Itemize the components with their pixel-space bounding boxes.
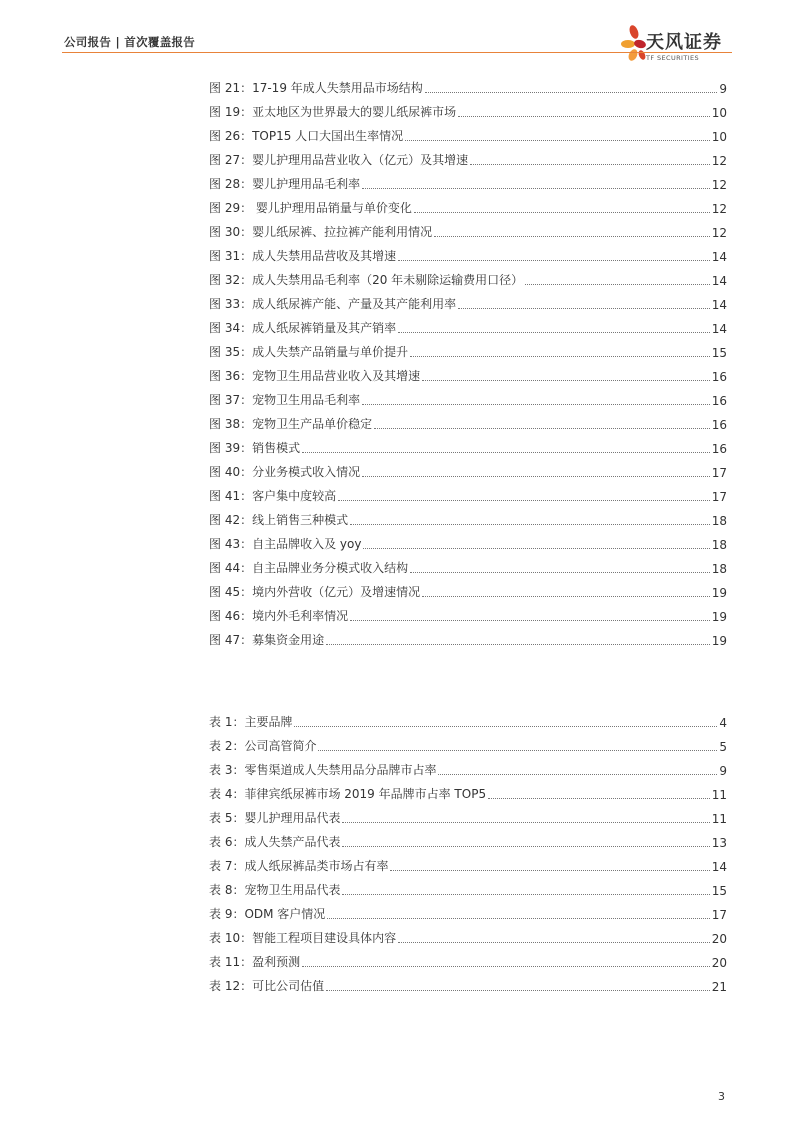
figure-entry[interactable] bbox=[209, 120, 727, 144]
figure-index-list bbox=[209, 72, 727, 648]
figure-entry-label: 图 31：成人失禁用品营收及其增速 bbox=[209, 249, 397, 263]
figure-entry[interactable] bbox=[209, 576, 727, 600]
figure-entry[interactable] bbox=[209, 552, 727, 576]
figure-entry[interactable] bbox=[209, 624, 727, 648]
table-entry[interactable] bbox=[209, 898, 727, 922]
dot-leader bbox=[434, 236, 710, 237]
dot-leader bbox=[488, 798, 710, 799]
dot-leader bbox=[405, 140, 710, 141]
table-entry-label: 表 7：成人纸尿裤品类市场占有率 bbox=[209, 859, 389, 873]
figure-entry[interactable] bbox=[209, 456, 727, 480]
table-entry[interactable] bbox=[209, 946, 727, 970]
figure-entry-label: 图 36：宠物卫生用品营业收入及其增速 bbox=[209, 369, 421, 383]
figure-entry-label: 图 47：募集资金用途 bbox=[209, 633, 325, 647]
dot-leader bbox=[342, 894, 709, 895]
figure-entry-page: 10 bbox=[711, 130, 727, 144]
figure-entry-page: 10 bbox=[711, 106, 727, 120]
dot-leader bbox=[390, 870, 709, 871]
dot-leader bbox=[458, 116, 710, 117]
dot-leader bbox=[350, 620, 710, 621]
header-divider bbox=[62, 52, 732, 53]
dot-leader bbox=[438, 774, 717, 775]
figure-entry[interactable] bbox=[209, 216, 727, 240]
dot-leader bbox=[326, 990, 710, 991]
dot-leader bbox=[342, 822, 709, 823]
figure-entry-label: 图 27：婴儿护理用品营业收入（亿元）及其增速 bbox=[209, 153, 469, 167]
dot-leader bbox=[362, 404, 710, 405]
figure-entry-label: 图 30：婴儿纸尿裤、拉拉裤产能利用情况 bbox=[209, 225, 433, 239]
figure-entry-page: 12 bbox=[711, 226, 727, 240]
figure-entry[interactable] bbox=[209, 72, 727, 96]
dot-leader bbox=[398, 332, 710, 333]
figure-entry-page: 16 bbox=[711, 418, 727, 432]
figure-entry-label: 图 43：自主品牌收入及 yoy bbox=[209, 537, 362, 551]
figure-entry-page: 18 bbox=[711, 562, 727, 576]
figure-entry-label: 图 44：自主品牌业务分模式收入结构 bbox=[209, 561, 409, 575]
figure-entry-page: 19 bbox=[711, 610, 727, 624]
figure-entry-label: 图 35：成人失禁产品销量与单价提升 bbox=[209, 345, 409, 359]
figure-entry-label: 图 42：线上销售三种模式 bbox=[209, 513, 349, 527]
figure-entry-label: 图 41：客户集中度较高 bbox=[209, 489, 337, 503]
page-number: 3 bbox=[718, 1090, 725, 1103]
figure-entry-page: 19 bbox=[711, 586, 727, 600]
table-entry-page: 20 bbox=[711, 956, 727, 970]
table-entry-label: 表 12：可比公司估值 bbox=[209, 979, 325, 993]
table-entry-page: 11 bbox=[711, 788, 727, 802]
figure-entry[interactable] bbox=[209, 504, 727, 528]
figure-entry-label: 图 28：婴儿护理用品毛利率 bbox=[209, 177, 361, 191]
dot-leader bbox=[470, 164, 710, 165]
figure-entry[interactable] bbox=[209, 432, 727, 456]
figure-entry[interactable] bbox=[209, 144, 727, 168]
table-entry-page: 21 bbox=[711, 980, 727, 994]
dot-leader bbox=[422, 596, 710, 597]
dot-leader bbox=[362, 476, 710, 477]
table-entry[interactable] bbox=[209, 850, 727, 874]
figure-entry-label: 图 45：境内外营收（亿元）及增速情况 bbox=[209, 585, 421, 599]
figure-entry-page: 19 bbox=[711, 634, 727, 648]
table-entry-label: 表 1：主要品牌 bbox=[209, 715, 293, 729]
figure-entry-page: 18 bbox=[711, 514, 727, 528]
figure-entry[interactable] bbox=[209, 528, 727, 552]
figure-entry-page: 15 bbox=[711, 346, 727, 360]
figure-entry-page: 12 bbox=[711, 154, 727, 168]
table-entry[interactable] bbox=[209, 874, 727, 898]
figure-entry-label: 图 32：成人失禁用品毛利率（20 年未剔除运输费用口径） bbox=[209, 273, 524, 287]
table-entry[interactable] bbox=[209, 970, 727, 994]
figure-entry-page: 12 bbox=[711, 178, 727, 192]
figure-entry-label: 图 46：境内外毛利率情况 bbox=[209, 609, 349, 623]
table-entry-label: 表 5：婴儿护理用品代表 bbox=[209, 811, 341, 825]
dot-leader bbox=[410, 572, 710, 573]
dot-leader bbox=[338, 500, 710, 501]
dot-leader bbox=[326, 644, 710, 645]
table-entry[interactable] bbox=[209, 802, 727, 826]
figure-entry-page: 17 bbox=[711, 490, 727, 504]
figure-entry-label: 图 34：成人纸尿裤销量及其产销率 bbox=[209, 321, 397, 335]
dot-leader bbox=[294, 726, 717, 727]
figure-entry-label: 图 37：宠物卫生用品毛利率 bbox=[209, 393, 361, 407]
figure-entry-page: 14 bbox=[711, 250, 727, 264]
figure-entry[interactable] bbox=[209, 312, 727, 336]
table-entry-label: 表 6：成人失禁产品代表 bbox=[209, 835, 341, 849]
dot-leader bbox=[302, 452, 710, 453]
figure-entry-page: 16 bbox=[711, 370, 727, 384]
table-entry-label: 表 10：智能工程项目建设具体内容 bbox=[209, 931, 397, 945]
dot-leader bbox=[398, 942, 710, 943]
dot-leader bbox=[414, 212, 710, 213]
table-entry-page: 20 bbox=[711, 932, 727, 946]
dot-leader bbox=[350, 524, 710, 525]
figure-entry[interactable] bbox=[209, 192, 727, 216]
table-entry[interactable] bbox=[209, 754, 727, 778]
figure-entry-page: 16 bbox=[711, 442, 727, 456]
table-entry-page: 4 bbox=[719, 716, 727, 730]
figure-entry[interactable] bbox=[209, 384, 727, 408]
figure-entry-label: 图 29： 婴儿护理用品销量与单价变化 bbox=[209, 201, 412, 215]
figure-entry-label: 图 21：17-19 年成人失禁用品市场结构 bbox=[209, 81, 423, 95]
figure-entry-label: 图 26：TOP15 人口大国出生率情况 bbox=[209, 129, 404, 143]
figure-entry[interactable] bbox=[209, 264, 727, 288]
figure-entry-page: 14 bbox=[711, 298, 727, 312]
dot-leader bbox=[342, 846, 709, 847]
table-entry[interactable] bbox=[209, 706, 727, 730]
figure-entry-label: 图 38：宠物卫生产品单价稳定 bbox=[209, 417, 373, 431]
figure-entry[interactable] bbox=[209, 408, 727, 432]
figure-entry-page: 14 bbox=[711, 274, 727, 288]
figure-entry-label: 图 19：亚太地区为世界最大的婴儿纸尿裤市场 bbox=[209, 105, 457, 119]
dot-leader bbox=[362, 188, 710, 189]
figure-entry-label: 图 33：成人纸尿裤产能、产量及其产能利用率 bbox=[209, 297, 457, 311]
table-entry-page: 9 bbox=[719, 764, 727, 778]
dot-leader bbox=[525, 284, 710, 285]
table-entry-label: 表 8：宠物卫生用品代表 bbox=[209, 883, 341, 897]
table-entry[interactable] bbox=[209, 778, 727, 802]
dot-leader bbox=[363, 548, 709, 549]
figure-entry[interactable] bbox=[209, 96, 727, 120]
logo-company-subtitle: TF SECURITIES bbox=[646, 54, 700, 62]
table-entry-label: 表 4：菲律宾纸尿裤市场 2019 年品牌市占率 TOP5 bbox=[209, 787, 487, 801]
table-entry-page: 5 bbox=[719, 740, 727, 754]
table-entry-page: 14 bbox=[711, 860, 727, 874]
dot-leader bbox=[398, 260, 710, 261]
figure-entry-label: 图 39：销售模式 bbox=[209, 441, 301, 455]
figure-entry[interactable] bbox=[209, 336, 727, 360]
dot-leader bbox=[327, 918, 709, 919]
figure-entry-page: 9 bbox=[719, 82, 727, 96]
table-entry[interactable] bbox=[209, 826, 727, 850]
table-entry[interactable] bbox=[209, 730, 727, 754]
dot-leader bbox=[410, 356, 710, 357]
figure-entry-page: 14 bbox=[711, 322, 727, 336]
dot-leader bbox=[425, 92, 718, 93]
figure-entry-page: 12 bbox=[711, 202, 727, 216]
figure-entry[interactable] bbox=[209, 168, 727, 192]
table-entry-label: 表 3：零售渠道成人失禁用品分品牌市占率 bbox=[209, 763, 437, 777]
figure-entry-page: 17 bbox=[711, 466, 727, 480]
figure-entry[interactable] bbox=[209, 600, 727, 624]
table-entry-label: 表 9：ODM 客户情况 bbox=[209, 907, 326, 921]
dot-leader bbox=[422, 380, 710, 381]
table-entry-page: 17 bbox=[711, 908, 727, 922]
dot-leader bbox=[374, 428, 710, 429]
table-entry-page: 13 bbox=[711, 836, 727, 850]
table-entry-page: 11 bbox=[711, 812, 727, 826]
figure-entry[interactable] bbox=[209, 360, 727, 384]
dot-leader bbox=[458, 308, 710, 309]
figure-entry[interactable] bbox=[209, 288, 727, 312]
table-entry-label: 表 2：公司高管简介 bbox=[209, 739, 317, 753]
figure-entry-page: 18 bbox=[711, 538, 727, 552]
figure-entry-label: 图 40：分业务模式收入情况 bbox=[209, 465, 361, 479]
logo-company-name: 天风证券 bbox=[646, 32, 722, 53]
report-type-header: 公司报告 | 首次覆盖报告 bbox=[64, 35, 196, 49]
table-index-list bbox=[209, 706, 727, 994]
dot-leader bbox=[318, 750, 717, 751]
figure-entry-page: 16 bbox=[711, 394, 727, 408]
table-entry-label: 表 11：盈利预测 bbox=[209, 955, 301, 969]
figure-entry[interactable] bbox=[209, 240, 727, 264]
figure-entry[interactable] bbox=[209, 480, 727, 504]
dot-leader bbox=[302, 966, 710, 967]
table-entry[interactable] bbox=[209, 922, 727, 946]
logo-petals bbox=[621, 24, 647, 62]
table-entry-page: 15 bbox=[711, 884, 727, 898]
